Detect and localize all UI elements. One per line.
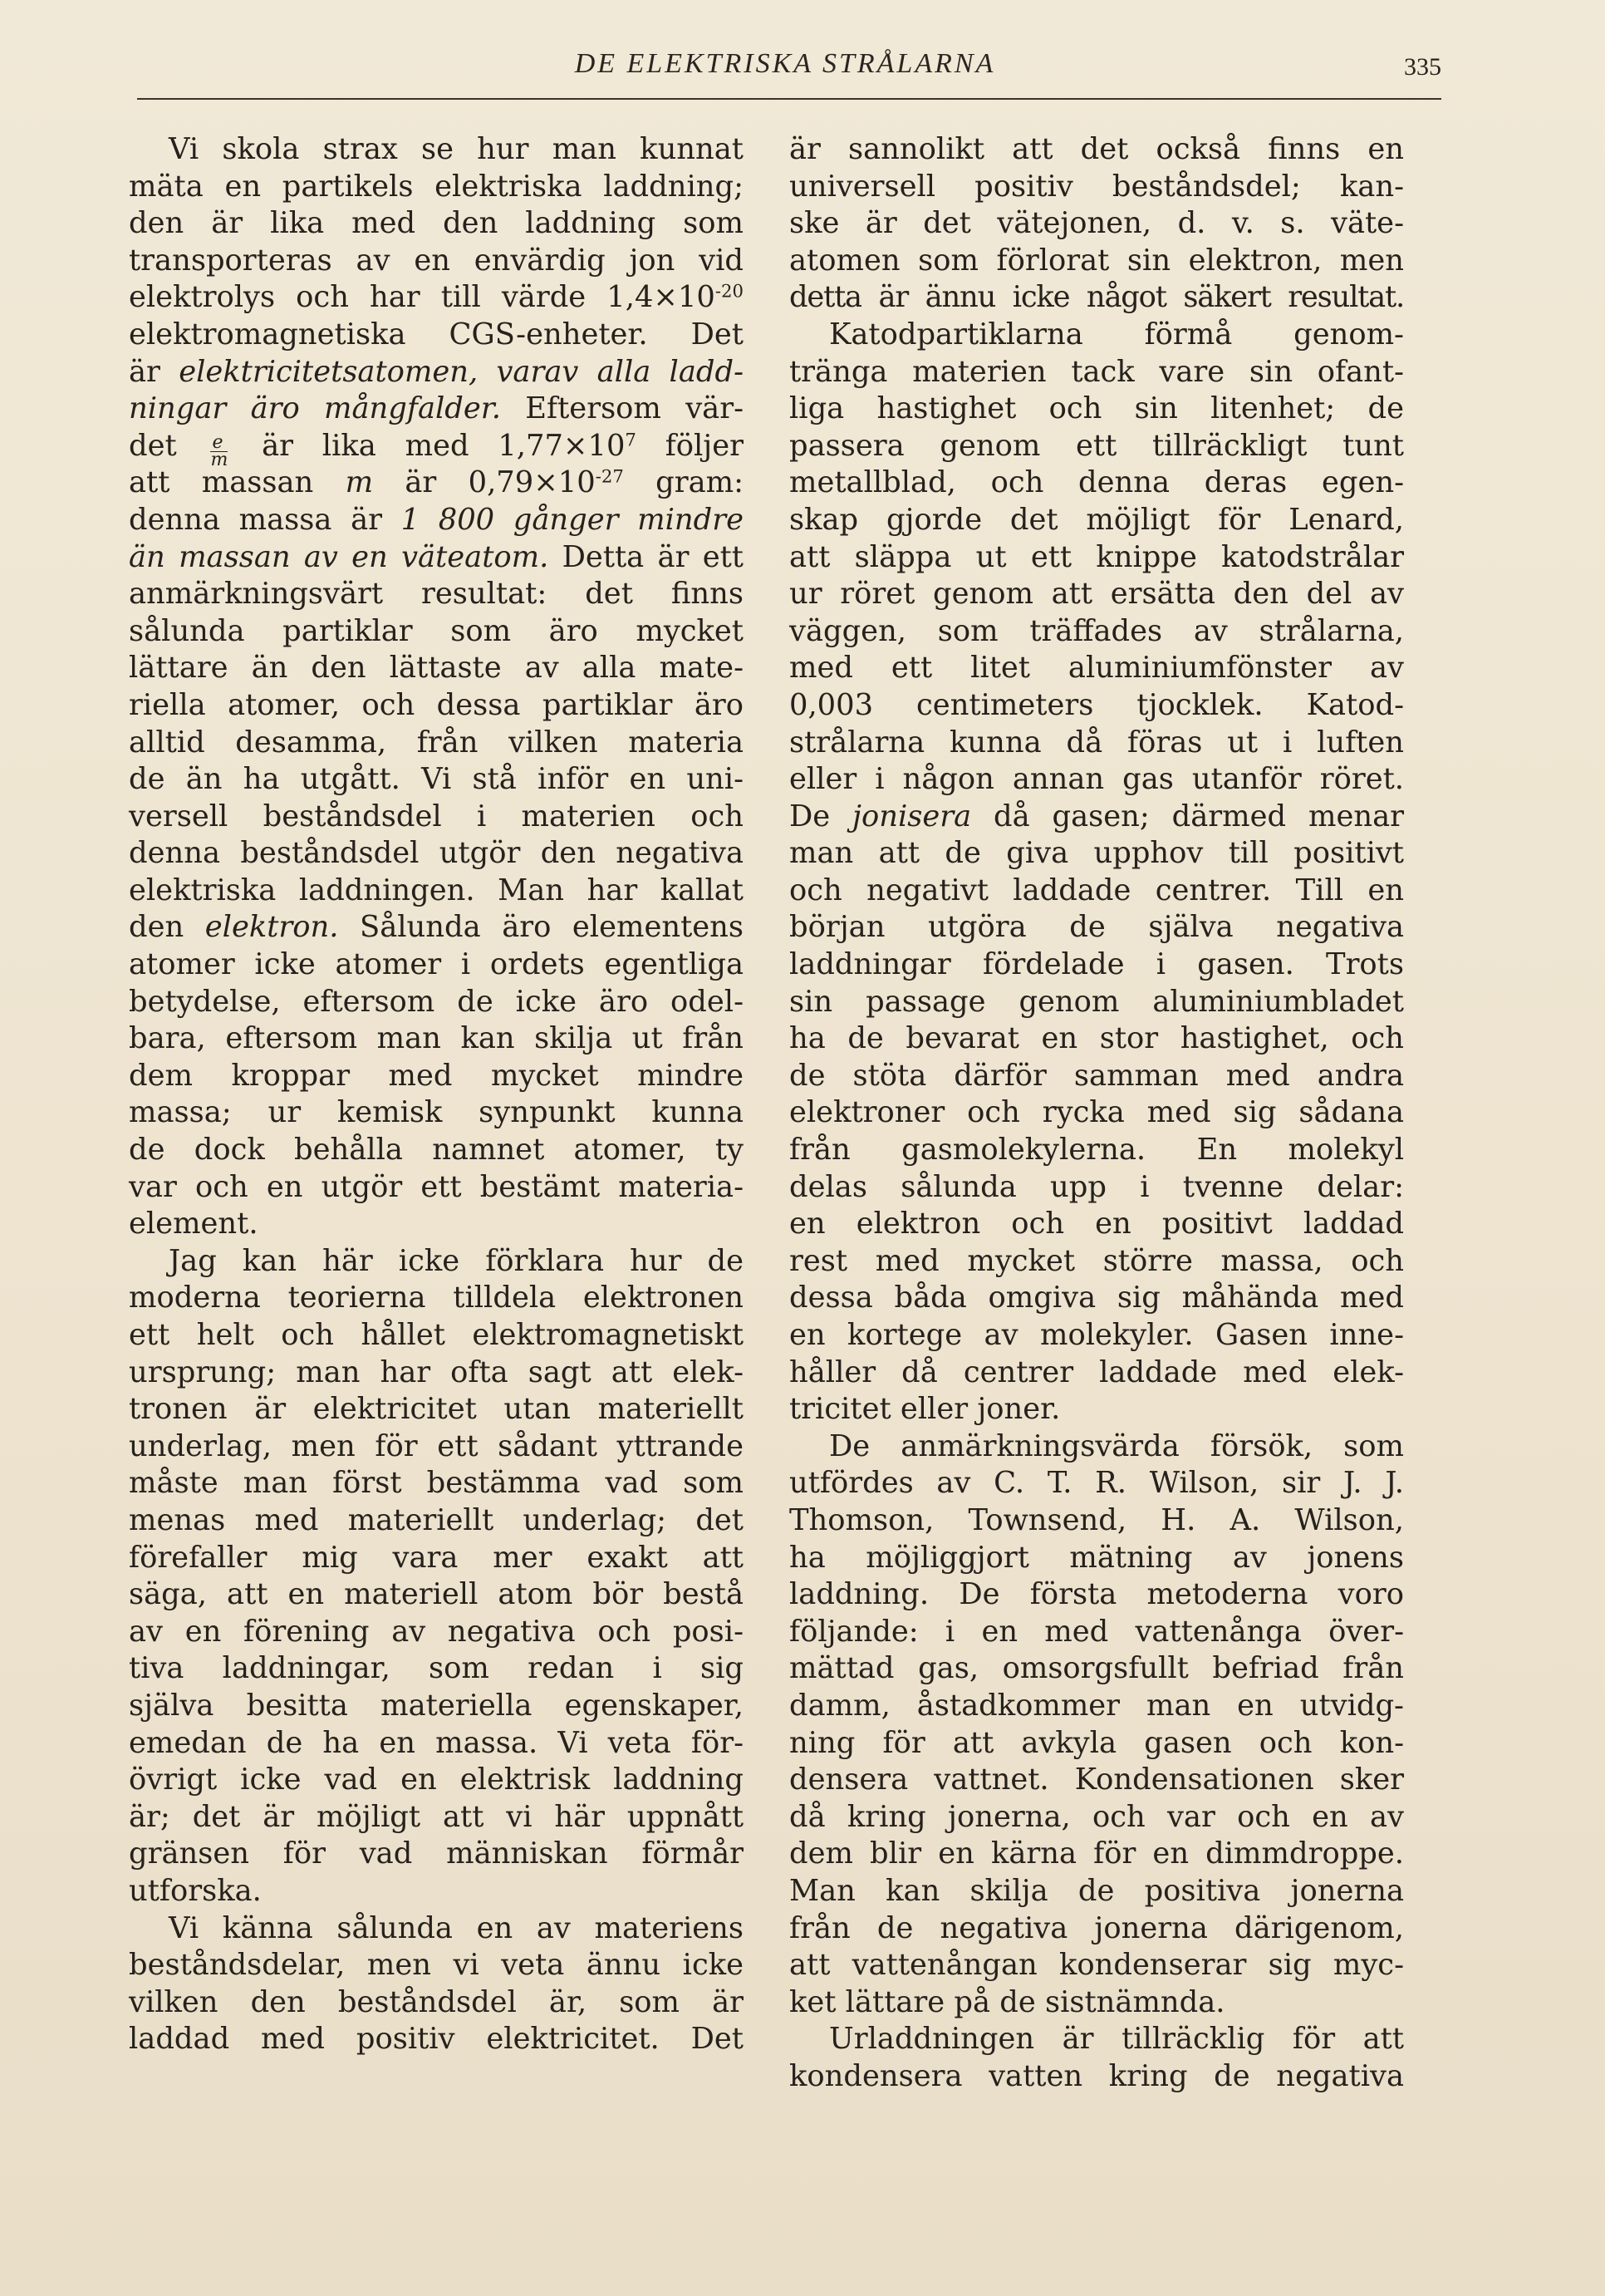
text-line: utforska. — [129, 1873, 262, 1908]
text-line: Urladdningen är tillräcklig för att — [829, 2022, 1404, 2057]
text-line: ket lättare på de sistnämnda. — [789, 1984, 1225, 2019]
text-line: är; det är möjligt att vi här uppnått — [129, 1799, 744, 1834]
text-line: övrigt icke vad en elektrisk laddning — [129, 1763, 744, 1797]
text-line: själva besitta materiella egenskaper, — [129, 1688, 744, 1723]
text-line: väggen, som träffades av strålarna, — [789, 613, 1404, 648]
text-line: dem blir en kärna för en dimmdroppe. — [789, 1836, 1404, 1871]
text-line: att massan m är $0,79\times 10^{-27}$ gram: — [129, 465, 744, 500]
text-line: utfördes av C. T. R. Wilson, sir J. J. — [789, 1466, 1404, 1501]
text-line: element. — [129, 1207, 258, 1241]
text-line: bara, eftersom man kan skilja ut från — [129, 1021, 744, 1056]
text-line: ha de bevarat en stor hastighet, och — [789, 1021, 1404, 1056]
text-line: är sannolikt att det också finns en — [789, 132, 1404, 166]
text-line: och negativt laddade centrer. Till en — [789, 873, 1404, 907]
text-line: gränsen för vad människan förmår — [129, 1836, 744, 1871]
text-line: Man kan skilja de positiva jonerna — [789, 1873, 1404, 1908]
text-line: elektrolys och har till värde $1,4\times 10^{-20}$ — [129, 280, 744, 315]
text-line: än massan av en väteatom. Detta är ett — [129, 539, 744, 574]
text-line: rest med mycket större massa, och — [789, 1243, 1404, 1278]
text-line: en elektron och en positivt laddad — [789, 1207, 1404, 1241]
text-line: Jag kan här icke förklara hur de — [169, 1243, 744, 1278]
text-line: Vi skola strax se hur man kunnat — [169, 132, 744, 166]
text-line: menas med materiellt underlag; det — [129, 1502, 744, 1537]
text-line: elektriska laddningen. Man har kallat — [129, 873, 744, 907]
left-column — [129, 131, 744, 2058]
text-line: passera genom ett tillräckligt tunt — [789, 428, 1404, 463]
text-line: att vattenångan kondenserar sig myc- — [789, 1948, 1404, 1983]
text-line: strålarna kunna då föras ut i luften — [789, 725, 1404, 760]
text-line: ursprung; man har ofta sagt att elek- — [129, 1354, 744, 1389]
text-line: atomer icke atomer i ordets egentliga — [129, 947, 744, 982]
text-line: tiva laddningar, som redan i sig — [129, 1651, 744, 1686]
text-line: mättad gas, omsorgsfullt befriad från — [789, 1651, 1404, 1686]
text-line: måste man först bestämma vad som — [129, 1466, 744, 1501]
text-line: lättare än den lättaste av alla mate- — [129, 651, 744, 686]
text-line: massa; ur kemisk synpunkt kunna — [129, 1095, 744, 1130]
text-line: metallblad, och denna deras egen- — [789, 465, 1404, 500]
text-line: sin passage genom aluminiumbladet — [789, 984, 1404, 1019]
text-line: eller i någon annan gas utanför röret. — [789, 762, 1404, 797]
text-line: elektroner och rycka med sig sådana — [789, 1095, 1404, 1130]
text-line: med ett litet aluminiumfönster av — [789, 651, 1404, 686]
text-line: moderna teorierna tilldela elektronen — [129, 1281, 744, 1315]
text-line: var och en utgör ett bestämt materia- — [129, 1169, 744, 1204]
text-line: De anmärkningsvärda försök, som — [829, 1428, 1404, 1463]
text-line: sålunda partiklar som äro mycket — [129, 613, 744, 648]
text-line: den elektron. Sålunda äro elementens — [129, 910, 744, 945]
text-line: de än ha utgått. Vi stå inför en uni- — [129, 762, 744, 797]
text-line: är elektricitetsatomen, varav alla ladd- — [129, 354, 744, 389]
text-line: anmärkningsvärt resultat: det finns — [129, 577, 744, 612]
text-line: de dock behålla namnet atomer, ty — [129, 1133, 744, 1168]
text-line: laddning. De första metoderna voro — [789, 1577, 1404, 1612]
text-line: ning för att avkyla gasen och kon- — [789, 1725, 1404, 1760]
text-line: betydelse, eftersom de icke äro odel- — [129, 984, 744, 1019]
text-line: mäta en partikels elektriska laddning; — [129, 169, 744, 204]
text-line: ett helt och hållet elektromagnetiskt — [129, 1318, 744, 1352]
text-line: att släppa ut ett knippe katodstrålar — [789, 539, 1404, 574]
text-line: dem kroppar med mycket mindre — [129, 1058, 744, 1093]
text-line: beståndsdelar, men vi veta ännu icke — [129, 1948, 744, 1983]
text-line: atomen som förlorat sin elektron, men — [789, 243, 1404, 278]
text-line: den är lika med den laddning som — [129, 206, 744, 241]
text-line: Katodpartiklarna förmå genom- — [829, 317, 1404, 352]
text-line: från gasmolekylerna. En molekyl — [789, 1133, 1404, 1168]
running-title: DE ELEKTRISKA STRÅLARNA — [574, 48, 996, 79]
text-line: Vi känna sålunda en av materiens — [169, 1910, 744, 1945]
text-line: ur röret genom att ersätta den del av — [789, 577, 1404, 612]
text-line: dessa båda omgiva sig måhända med — [789, 1281, 1404, 1315]
text-line: de stöta därför samman med andra — [789, 1058, 1404, 1093]
text-line: från de negativa jonerna därigenom, — [789, 1910, 1404, 1945]
text-line: universell positiv beståndsdel; kan- — [789, 169, 1404, 204]
text-line: man att de giva upphov till positivt — [789, 836, 1404, 871]
text-line: ha möjliggjort mätning av jonens — [789, 1540, 1404, 1575]
text-line: denna beståndsdel utgör den negativa — [129, 836, 744, 871]
text-line: liga hastighet och sin litenhet; de — [789, 391, 1404, 426]
right-column — [789, 131, 1404, 2095]
text-line: skap gjorde det möjligt för Lenard, — [789, 502, 1404, 537]
e-over-m-fraction: $\frac{e}{m}$ — [210, 431, 228, 470]
text-line: densera vattnet. Kondensationen sker — [789, 1763, 1404, 1797]
text-line: transporteras av en envärdig jon vid — [129, 243, 744, 278]
text-line: damm, åstadkommer man en utvidg- — [789, 1688, 1404, 1723]
page-header — [129, 48, 1441, 98]
text-line: emedan de ha en massa. Vi veta för- — [129, 1725, 744, 1760]
page-number: 335 — [1404, 53, 1441, 81]
text-line: denna massa är 1 800 gånger mindre — [129, 502, 744, 537]
text-line: detta är ännu icke något säkert resultat. — [789, 280, 1404, 315]
text-line: ningar äro mångfalder. Eftersom vär- — [129, 391, 744, 426]
text-line: delas sålunda upp i tvenne delar: — [789, 1169, 1404, 1204]
text-line: laddningar fördelade i gasen. Trots — [789, 947, 1404, 982]
text-line: det $\frac{e}{m}$ är lika med $1,77\times 10^7$ följer — [129, 428, 744, 470]
text-line: riella atomer, och dessa partiklar äro — [129, 687, 744, 722]
header-rule — [137, 98, 1441, 100]
text-line: följande: i en med vattenånga över- — [789, 1614, 1404, 1649]
text-line: tronen är elektricitet utan materiellt — [129, 1392, 744, 1427]
text-line: vilken den beståndsdel är, som är — [129, 1984, 744, 2019]
text-line: alltid desamma, från vilken materia — [129, 725, 744, 760]
text-line: tränga materien tack vare sin ofant- — [789, 354, 1404, 389]
text-line: versell beståndsdel i materien och — [129, 799, 744, 833]
text-line: 0,003 centimeters tjocklek. Katod- — [789, 687, 1404, 722]
text-line: underlag, men för ett sådant yttrande — [129, 1428, 744, 1463]
text-line: en kortege av molekyler. Gasen inne- — [789, 1318, 1404, 1352]
text-line: laddad med positiv elektricitet. Det — [129, 2022, 744, 2057]
text-line: förefaller mig vara mer exakt att — [129, 1540, 744, 1575]
text-line: kondensera vatten kring de negativa — [789, 2058, 1404, 2093]
text-line: De jonisera då gasen; därmed menar — [789, 799, 1404, 833]
text-line: Thomson, Townsend, H. A. Wilson, — [789, 1502, 1404, 1537]
text-line: av en förening av negativa och posi- — [129, 1614, 744, 1649]
text-line: ske är det vätejonen, d. v. s. väte- — [789, 206, 1404, 241]
text-line: början utgöra de själva negativa — [789, 910, 1404, 945]
text-line: elektromagnetiska CGS-enheter. Det — [129, 317, 744, 352]
text-line: säga, att en materiell atom bör bestå — [129, 1577, 744, 1612]
text-line: håller då centrer laddade med elek- — [789, 1354, 1404, 1389]
text-line: tricitet eller joner. — [789, 1392, 1061, 1427]
text-line: då kring jonerna, och var och en av — [789, 1799, 1404, 1834]
